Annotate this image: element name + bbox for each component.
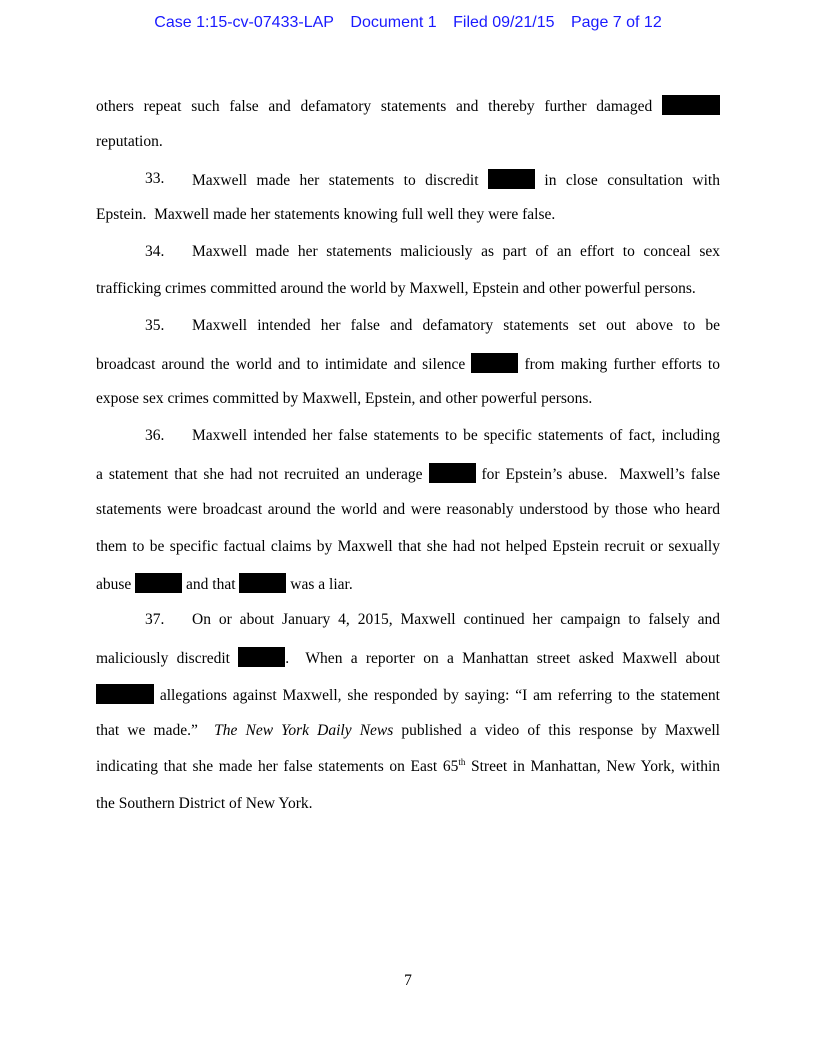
redaction-box [471,353,518,373]
text-segment: in close consultation with [534,171,720,189]
redaction-box [662,95,720,115]
paragraph-number: 34. [145,243,165,261]
redaction-box [238,647,285,667]
text-segment: expose sex crimes committed by Maxwell, Epstein, and other powerful persons. [96,390,593,408]
paragraph-number: 35. [145,316,165,334]
text-segment: them to be specific factual claims by Maxwell that she had not helped Epstein recruit or sexually [96,537,720,555]
text-segment: the Southern District of New York. [96,795,313,813]
text-line [96,205,720,225]
text-segment: and that [182,576,240,594]
text-segment: Maxwell made her statements maliciously as part of an effort to conceal sex [192,243,720,261]
text-segment: Maxwell intended her false and defamatory statements set out above to be [192,316,720,334]
italic-title: The New York Daily News [214,721,394,739]
text-line [96,573,720,595]
text-line [96,463,720,485]
text-line [145,169,720,191]
text-line [145,316,720,336]
text-segment: Maxwell made her statements to discredit [192,171,488,189]
page-count: Page 7 of 12 [570,14,662,31]
text-line [96,537,720,557]
text-segment: abuse [96,576,136,594]
text-segment: statements were broadcast around the world and were reasonably understood by those who heard [96,500,720,518]
text-line [96,794,720,814]
text-line [96,757,720,777]
text-line [96,684,720,706]
text-line [145,426,720,446]
text-line [96,389,720,409]
text-segment: maliciously discredit [96,650,239,667]
text-segment: broadcast around the world and to intimidate and silence [96,355,472,373]
filing-header [0,14,816,32]
text-segment: Maxwell intended her false statements to be specific statements of fact, including [192,427,720,445]
redaction-box [488,169,535,189]
text-line [96,279,720,299]
paragraph-number: 36. [145,427,165,445]
text-segment: a statement that she had not recruited an underage [96,466,429,483]
text-segment: Epstein. Maxwell made her statements knowing full well they were false. [96,206,556,224]
document-number: Document 1 [350,14,437,31]
text-line [96,132,720,152]
text-line [145,242,720,262]
text-line [96,353,720,375]
redaction-box [135,573,182,593]
text-line [96,721,720,741]
redaction-box [239,573,286,593]
filed-date: Filed 09/21/15 [453,14,555,31]
redaction-box [429,463,476,483]
text-line [96,647,720,669]
redaction-box [96,684,154,704]
text-segment: indicating that she made her false statements on East 65 [96,758,459,776]
text-segment: was a liar. [286,576,353,594]
text-segment: reputation. [96,132,163,150]
text-line [96,500,720,520]
text-segment: allegations against Maxwell, she responded by saying: “I am referring to the statement [154,686,720,704]
text-segment: Street in Manhattan, New York, within [465,758,720,776]
page-number: 7 [404,972,412,989]
text-segment: that we made.” [96,721,215,739]
text-segment: from making further efforts to [518,355,720,373]
text-segment: trafficking crimes committed around the world by Maxwell, Epstein and other powerful persons. [96,280,696,297]
text-segment: for Epstein’s abuse. Maxwell’s false [475,466,721,483]
paragraph-number: 37. [145,611,165,629]
paragraph-number: 33. [145,169,165,187]
text-segment: others repeat such false and defamatory statements and thereby further damaged [96,98,662,115]
text-line [145,610,720,630]
superscript: th [458,757,466,768]
text-segment: . When a reporter on a Manhattan street asked Maxwell about [285,650,720,667]
case-number: Case 1:15-cv-07433-LAP [154,14,334,31]
text-line [96,95,720,117]
text-segment: published a video of this response by Maxwell [393,721,720,739]
text-segment: On or about January 4, 2015, Maxwell continued her campaign to falsely and [192,611,720,629]
